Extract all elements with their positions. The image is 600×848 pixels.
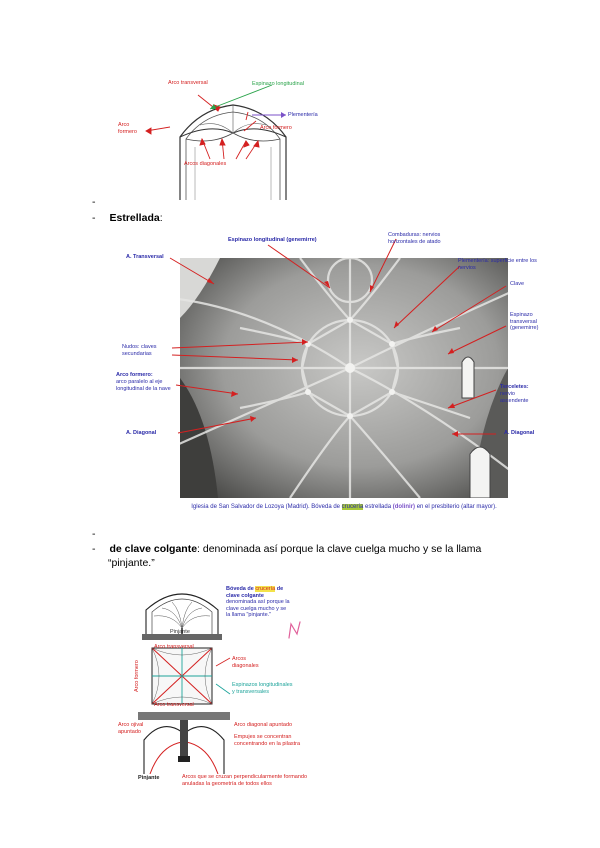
- boveda-highlight: crucería: [255, 586, 276, 592]
- label-arco-formero-desc: arco paralelo al eje longitudinal de la nave: [116, 379, 171, 392]
- caption-part-2: estrellada: [365, 504, 392, 510]
- list-dash: -: [92, 543, 96, 555]
- rib-vault-drawing: [140, 75, 330, 203]
- hanging-key-description: [226, 586, 290, 619]
- label-plementeria-2: Plementería: superficie entre los nervios: [458, 258, 537, 271]
- label-arco-ojival: Arco ojival apuntado: [118, 722, 144, 735]
- label-arco-formero-3: Arco formero: [134, 660, 140, 692]
- list-item-clave-colgante: [92, 543, 532, 556]
- clave-colgante-heading: de clave colgante: [109, 543, 198, 555]
- label-clave: Clave: [510, 281, 525, 287]
- hanging-key-elevation: [138, 712, 230, 774]
- list-dash-empty-1: -: [92, 196, 96, 208]
- label-arco-transversal-top: Arco transversal: [154, 644, 194, 650]
- label-arco-transversal-bottom: Arco transversal: [154, 702, 194, 708]
- label-nudos: Nudos: claves secundarias: [122, 344, 157, 357]
- label-arco-diagonal-apuntado: Arco diagonal apuntado: [234, 722, 293, 728]
- list-item-estrellada: [92, 212, 163, 225]
- footer-note-2: anuladas la geometría de todos ellos: [182, 781, 272, 787]
- label-arcos-diagonales: Arcos diagonales: [184, 161, 227, 167]
- boveda-2: de clave colgante: [226, 586, 284, 599]
- label-empujes-2: concentrando en la pilastra: [234, 741, 301, 747]
- label-plementeria: Plementería: [288, 112, 318, 118]
- clave-colgante-line2: “pinjante.”: [108, 557, 155, 569]
- boveda-1: Bóveda de: [226, 586, 254, 592]
- label-arco-formero-2: Arco formero:: [116, 372, 153, 378]
- label-pinjante-bottom: Pinjante: [138, 775, 160, 781]
- label-combaduras: Combaduras: nervios horizontales de atado: [388, 232, 441, 245]
- label-espinazo-longitudinal: Espinazo longitudinal: [252, 81, 304, 87]
- label-arcos-diagonales-2: Arcos diagonales: [232, 656, 259, 669]
- caption-part-3: (dolinir): [392, 504, 416, 510]
- boveda-desc: denominada así porque la clave cuelga mucho y se la llama "pinjante.": [226, 599, 290, 618]
- label-terceletes-desc: nervio ascendente: [500, 391, 529, 404]
- label-empujes: Empujes se concentran: [234, 734, 292, 740]
- estrellada-colon: :: [159, 212, 163, 224]
- caption-part-4: en el presbiterio (altar mayor).: [416, 504, 497, 510]
- label-arco-transversal: Arco transversal: [168, 80, 208, 86]
- list-dash-empty-2: -: [92, 528, 96, 540]
- label-pinjante-top: Pinjante: [170, 629, 190, 635]
- star-vault-figure: [108, 228, 538, 530]
- estrellada-heading: Estrellada: [109, 212, 160, 224]
- label-espinazo-longitudinal-2: Espinazo longitudinal (genemirre): [228, 237, 317, 243]
- list-dash: -: [92, 212, 96, 224]
- rib-vault-diagram: [118, 75, 330, 203]
- label-arco-formero-right: Arco formero: [260, 125, 292, 131]
- star-vault-caption: [180, 504, 508, 512]
- handwritten-mark: [286, 620, 304, 640]
- caption-highlight: crucería: [341, 504, 364, 510]
- label-terceletes: Terceletes:: [500, 384, 529, 390]
- caption-part-1: Iglesia de San Salvador de Lozoya (Madrid). Bóveda de: [191, 504, 340, 510]
- label-arco-formero-left: Arco formero: [118, 122, 137, 135]
- label-espinazos: Espinazos longitudinales y transversales: [232, 682, 293, 695]
- clave-colgante-text: : denominada así porque la clave cuelga mucho y se la llama: [197, 543, 482, 555]
- hanging-key-figure: [118, 580, 318, 792]
- label-a-transversal: A. Transversal: [126, 254, 164, 260]
- label-espinazo-transversal: Espinazo transversal (genemirre): [510, 312, 539, 331]
- footer-note-1: Arcos que se cruzan perpendicularmente formando: [182, 774, 308, 780]
- label-a-diagonal-left: A. Diagonal: [126, 430, 157, 436]
- label-a-diagonal-right: A. Diagonal: [504, 430, 535, 436]
- vault-plan-drawing: [138, 644, 318, 710]
